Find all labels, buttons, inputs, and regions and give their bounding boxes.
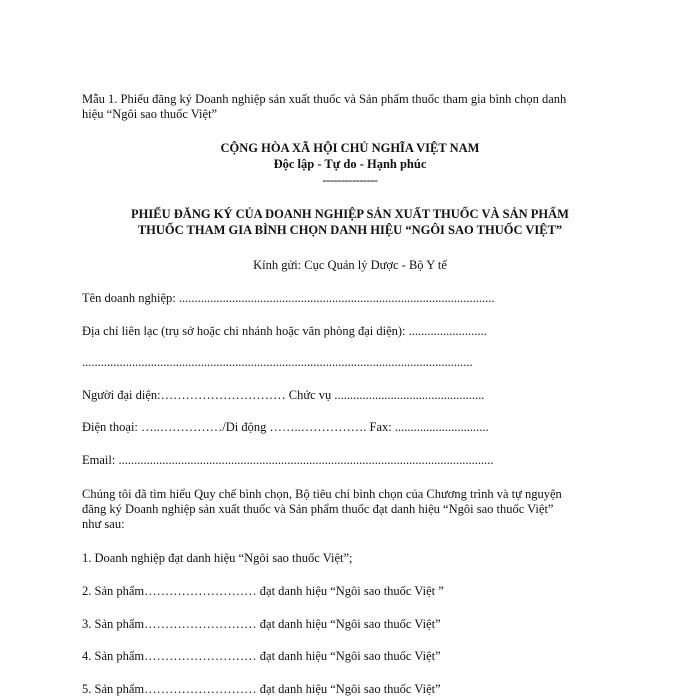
intro-line-2: hiệu “Ngôi sao thuốc Việt” (82, 107, 218, 121)
header-divider: --------------- (322, 173, 378, 187)
motto: Độc lập - Tự do - Hạnh phúc (273, 157, 427, 171)
address-field: Địa chỉ liên lạc (trụ sở hoặc chi nhánh hoặc văn phòng đại diện): ......................... (82, 324, 487, 338)
intro-line-1: Mẫu 1. Phiếu đăng ký Doanh nghiệp sản xuất thuốc và Sản phẩm thuốc tham gia bình chọn danh (82, 92, 567, 106)
representative-field: Người đại diện:………………………… Chức vụ ................................................ (82, 388, 485, 402)
body-line-1: Chúng tôi đã tìm hiểu Quy chế bình chọn, Bộ tiêu chí bình chọn của Chương trình và tự nguyện (82, 487, 562, 501)
list-item: 5. Sản phẩm……………………… đạt danh hiệu “Ngôi sao thuốc Việt” (82, 682, 441, 696)
list-item: 1. Doanh nghiệp đạt danh hiệu “Ngôi sao thuốc Việt”; (82, 551, 353, 565)
phone-field: Điện thoại: …..……………/Di động ……..……………. Fax: .............................. (82, 420, 489, 434)
body-line-2: đăng ký Doanh nghiệp sản xuất thuốc và Sản phẩm thuốc đạt danh hiệu “Ngôi sao thuốc Việt” (82, 502, 554, 516)
company-name-field: Tên doanh nghiệp: ..................................................................................................... (82, 291, 495, 305)
address-continuation-field: ............................................................................................................................. (82, 355, 473, 369)
list-item: 4. Sản phẩm……………………… đạt danh hiệu “Ngôi sao thuốc Việt” (82, 649, 441, 663)
recipient: Kính gửi: Cục Quản lý Dược - Bộ Y tế (253, 258, 447, 272)
email-field: Email: ........................................................................................................................ (82, 453, 494, 467)
body-line-3: như sau: (82, 517, 125, 531)
form-title-line-1: PHIẾU ĐĂNG KÝ CỦA DOANH NGHIỆP SẢN XUẤT THUỐC VÀ SẢN PHẨM (131, 207, 569, 221)
country-heading: CỘNG HÒA XÃ HỘI CHỦ NGHĨA VIỆT NAM (220, 141, 480, 155)
form-title-line-2: THUỐC THAM GIA BÌNH CHỌN DANH HIỆU “NGÔI SAO THUỐC VIỆT” (137, 223, 563, 237)
list-item: 2. Sản phẩm……………………… đạt danh hiệu “Ngôi sao thuốc Việt ” (82, 584, 444, 598)
list-item: 3. Sản phẩm……………………… đạt danh hiệu “Ngôi sao thuốc Việt” (82, 617, 441, 631)
